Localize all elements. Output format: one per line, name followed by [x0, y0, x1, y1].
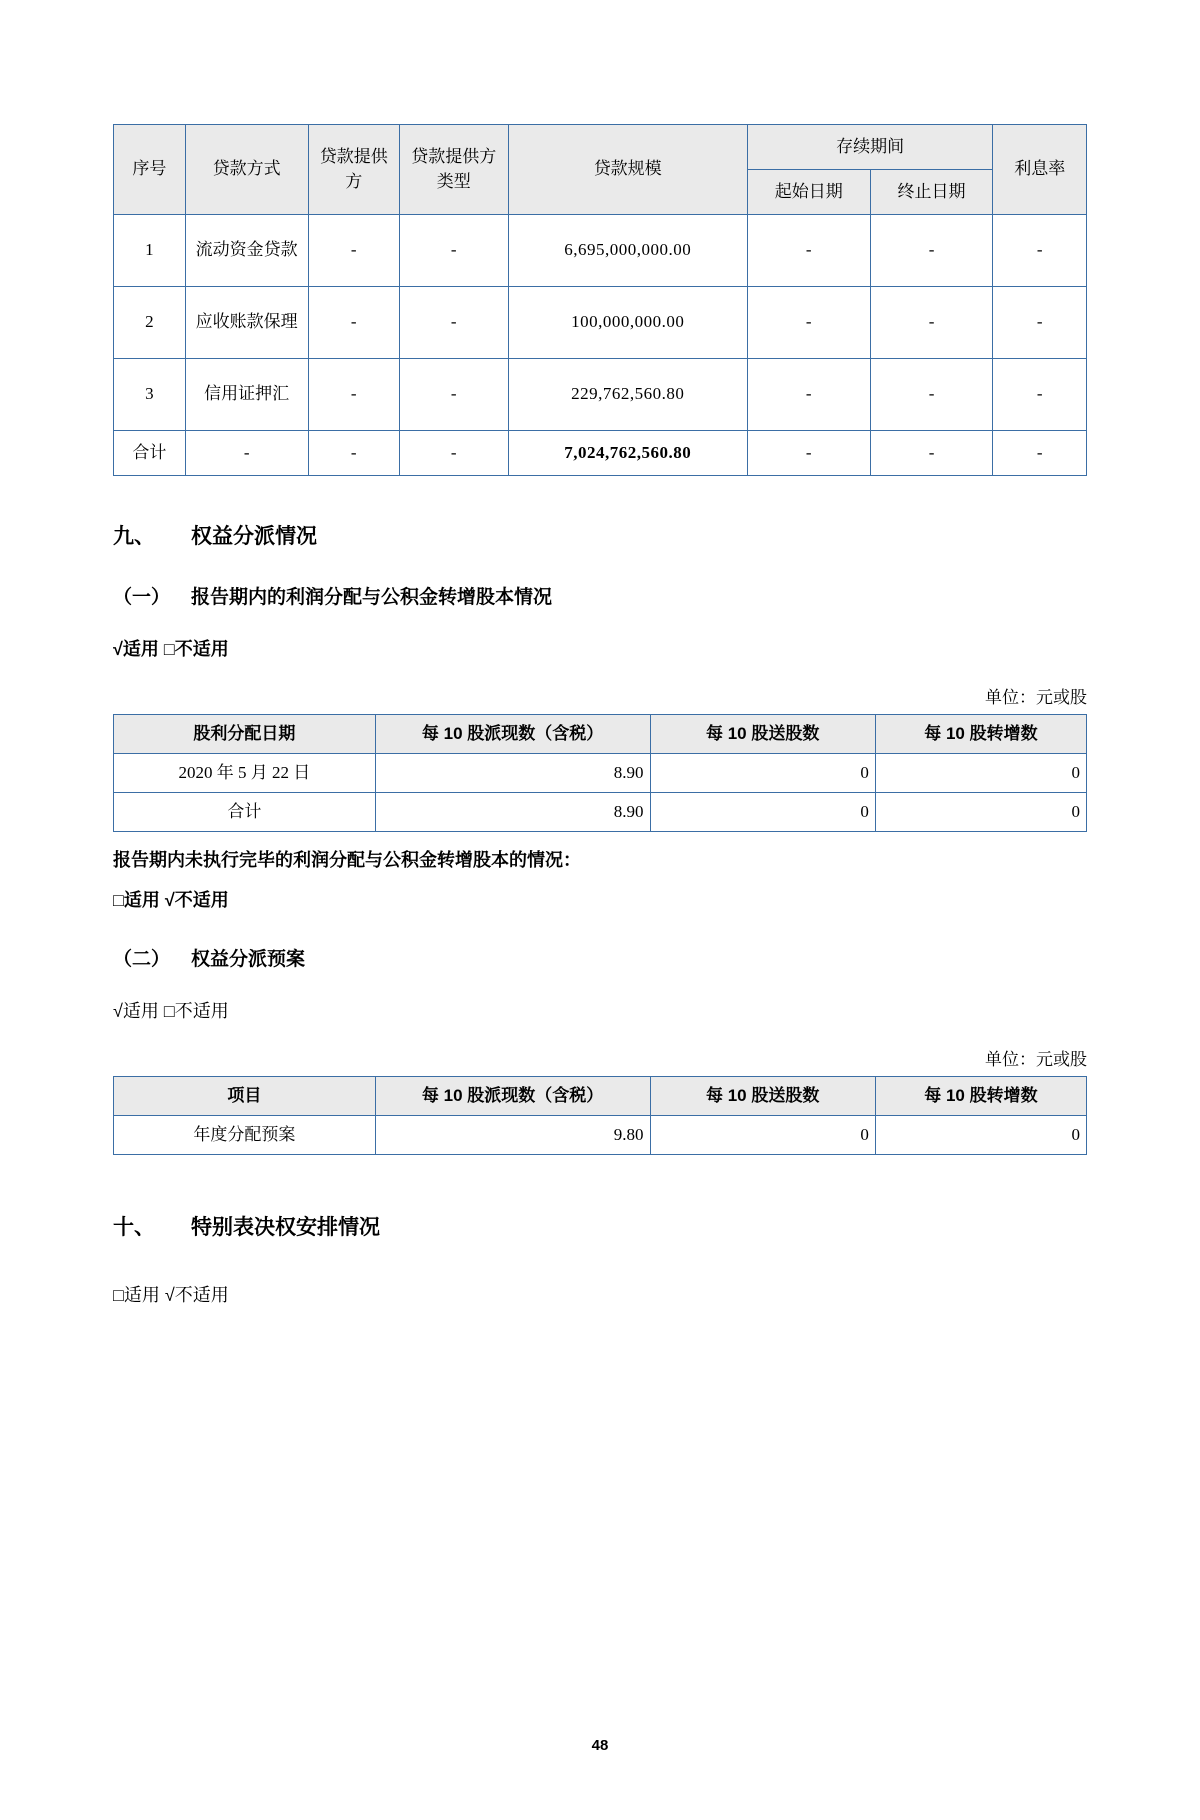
plan-row-bonus: 0	[650, 1116, 875, 1155]
section-9-1-note: 报告期内未执行完毕的利润分配与公积金转增股本的情况：	[113, 850, 581, 870]
section-10-applicable: □适用 √不适用	[113, 1285, 229, 1305]
loan-header-duration: 存续期间	[747, 125, 993, 170]
table-row	[114, 754, 1087, 793]
plan-header-capitalized: 每 10 股转增数	[875, 1077, 1086, 1116]
loan-header-start-date: 起始日期	[747, 170, 870, 215]
profit-row-bonus: 0	[650, 754, 875, 793]
loan-row-end: -	[870, 215, 993, 287]
plan-header-cash: 每 10 股派现数（含税）	[375, 1077, 650, 1116]
loan-row-provider: -	[308, 287, 399, 359]
loan-total-provider: -	[308, 431, 399, 476]
loan-header-method: 贷款方式	[185, 125, 308, 215]
section-10-title: 特别表决权安排情况	[191, 1216, 380, 1239]
profit-header-date: 股利分配日期	[114, 715, 376, 754]
plan-row-cash: 9.80	[375, 1116, 650, 1155]
plan-row-capitalized: 0	[875, 1116, 1086, 1155]
document-page	[0, 124, 1200, 1820]
loan-total-row	[114, 431, 1087, 476]
loan-row-seq: 3	[114, 359, 186, 431]
distribution-plan-header-row	[114, 1077, 1087, 1116]
loan-row-method: 信用证押汇	[185, 359, 308, 431]
plan-header-bonus: 每 10 股送股数	[650, 1077, 875, 1116]
loan-total-scale: 7,024,762,560.80	[508, 431, 747, 476]
section-9-1-unit: 单位：元或股	[985, 688, 1087, 707]
section-9-1-note-applicable: □适用 √不适用	[113, 890, 229, 910]
section-9-1-number: （一）	[113, 587, 171, 608]
profit-distribution-header-row	[114, 715, 1087, 754]
loan-row-provider: -	[308, 359, 399, 431]
profit-header-cash: 每 10 股派现数（含税）	[375, 715, 650, 754]
loan-total-start: -	[747, 431, 870, 476]
section-9-heading	[113, 520, 1087, 550]
loan-row-provider-type: -	[399, 287, 508, 359]
loan-row-start: -	[747, 215, 870, 287]
plan-header-item: 项目	[114, 1077, 376, 1116]
table-row	[114, 287, 1087, 359]
loan-row-scale: 229,762,560.80	[508, 359, 747, 431]
loan-table	[113, 124, 1087, 476]
loan-row-rate: -	[993, 359, 1087, 431]
loan-row-provider: -	[308, 215, 399, 287]
section-10-heading	[113, 1211, 1087, 1241]
loan-header-provider-type: 贷款提供方类型	[399, 125, 508, 215]
loan-header-scale: 贷款规模	[508, 125, 747, 215]
loan-total-provider-type: -	[399, 431, 508, 476]
loan-row-method: 流动资金贷款	[185, 215, 308, 287]
profit-distribution-table	[113, 714, 1087, 832]
table-row	[114, 1116, 1087, 1155]
table-row	[114, 359, 1087, 431]
distribution-plan-table	[113, 1076, 1087, 1155]
loan-row-provider-type: -	[399, 215, 508, 287]
section-9-title: 权益分派情况	[191, 525, 317, 548]
loan-row-start: -	[747, 359, 870, 431]
loan-total-rate: -	[993, 431, 1087, 476]
section-9-number: 九、	[113, 525, 155, 548]
section-9-2-applicable: √适用 □不适用	[113, 1001, 229, 1021]
section-9-1-applicable: √适用 □不适用	[113, 639, 229, 659]
section-9-2-number: （二）	[113, 949, 171, 970]
loan-row-rate: -	[993, 215, 1087, 287]
profit-total-row	[114, 793, 1087, 832]
loan-header-end-date: 终止日期	[870, 170, 993, 215]
profit-row-capitalized: 0	[875, 754, 1086, 793]
section-9-2-heading	[113, 944, 1087, 971]
loan-row-rate: -	[993, 287, 1087, 359]
loan-row-end: -	[870, 359, 993, 431]
profit-header-capitalized: 每 10 股转增数	[875, 715, 1086, 754]
section-9-1-heading	[113, 582, 1087, 609]
loan-row-seq: 1	[114, 215, 186, 287]
loan-total-end: -	[870, 431, 993, 476]
profit-row-date: 2020 年 5 月 22 日	[114, 754, 376, 793]
loan-row-start: -	[747, 287, 870, 359]
loan-header-provider: 贷款提供方	[308, 125, 399, 215]
loan-row-scale: 6,695,000,000.00	[508, 215, 747, 287]
loan-row-seq: 2	[114, 287, 186, 359]
section-9-2-unit: 单位：元或股	[985, 1050, 1087, 1069]
loan-header-seq: 序号	[114, 125, 186, 215]
section-9-1-title: 报告期内的利润分配与公积金转增股本情况	[191, 587, 553, 608]
loan-row-end: -	[870, 287, 993, 359]
loan-header-rate: 利息率	[993, 125, 1087, 215]
plan-row-item: 年度分配预案	[114, 1116, 376, 1155]
loan-table-header-row-1	[114, 125, 1087, 170]
loan-row-method: 应收账款保理	[185, 287, 308, 359]
profit-total-capitalized: 0	[875, 793, 1086, 832]
profit-total-label: 合计	[114, 793, 376, 832]
section-9-2-title: 权益分派预案	[191, 949, 306, 970]
profit-row-cash: 8.90	[375, 754, 650, 793]
section-10-number: 十、	[113, 1216, 155, 1239]
loan-row-scale: 100,000,000.00	[508, 287, 747, 359]
profit-total-bonus: 0	[650, 793, 875, 832]
loan-row-provider-type: -	[399, 359, 508, 431]
profit-header-bonus: 每 10 股送股数	[650, 715, 875, 754]
profit-total-cash: 8.90	[375, 793, 650, 832]
table-row	[114, 215, 1087, 287]
loan-total-method: -	[185, 431, 308, 476]
page-number: 48	[591, 1737, 609, 1754]
loan-total-label: 合计	[114, 431, 186, 476]
